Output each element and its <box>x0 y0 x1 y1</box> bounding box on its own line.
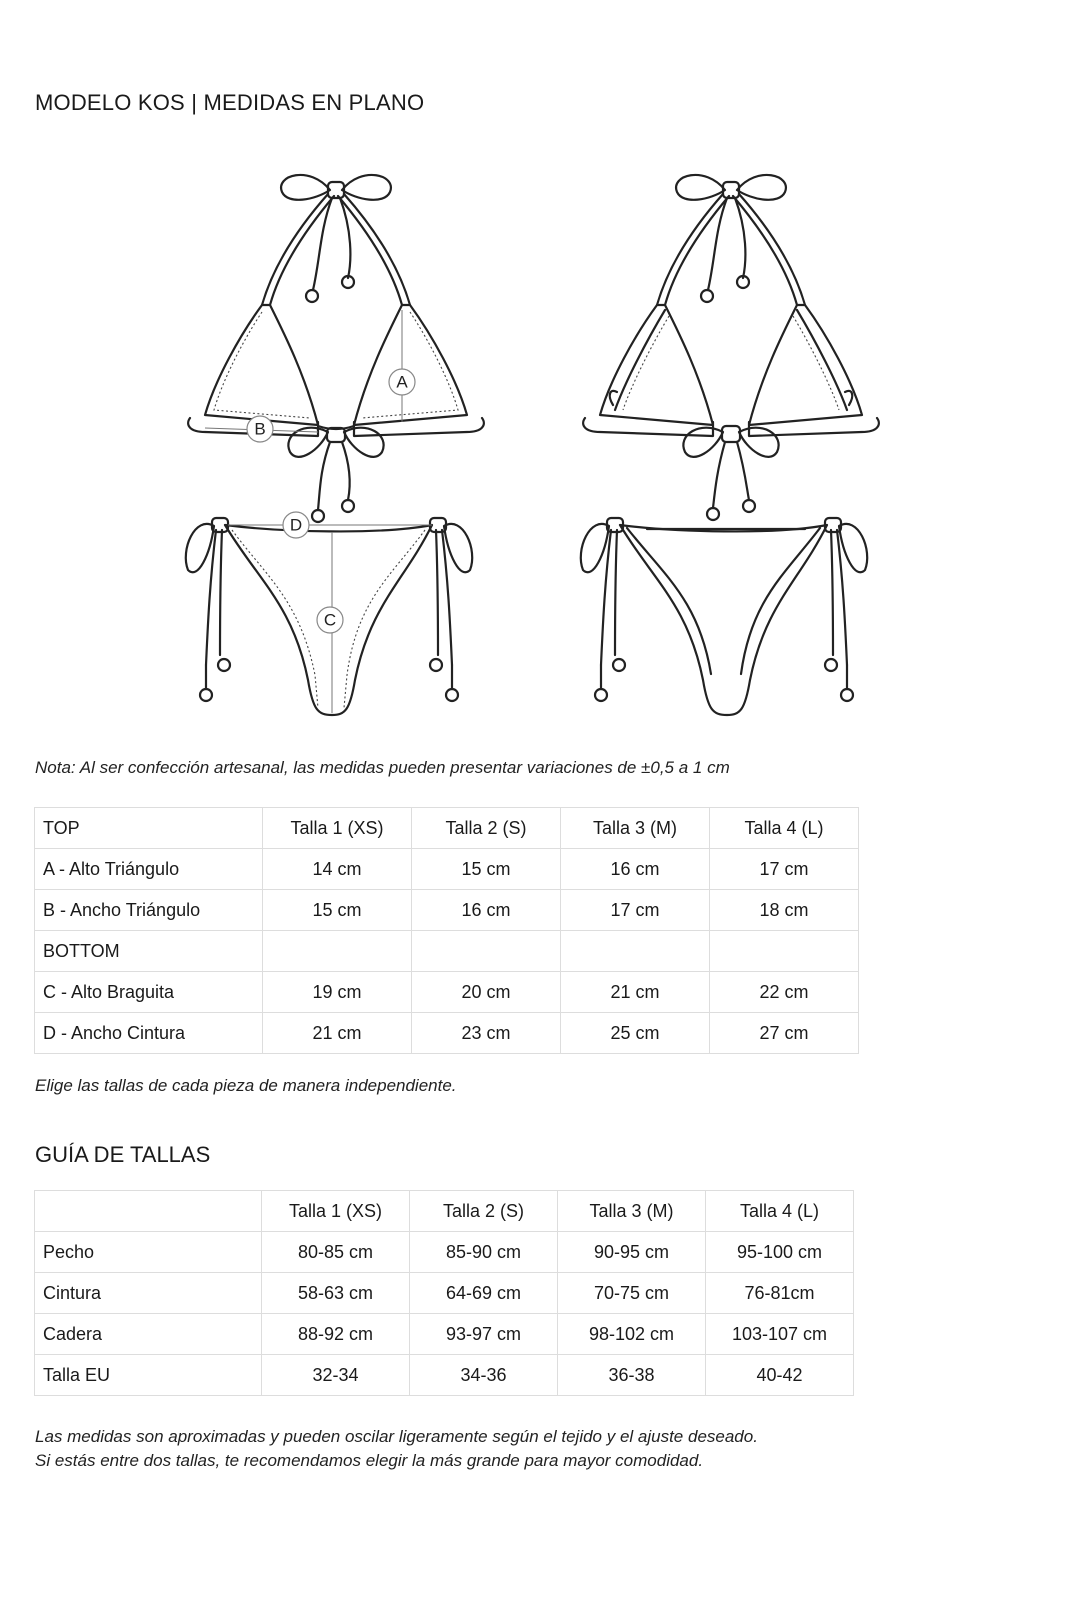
table-cell: 76-81cm <box>706 1273 854 1314</box>
size-advice-note: Si estás entre dos tallas, te recomendamos elegir la más grande para mayor comodidad. <box>35 1451 704 1470</box>
table-cell: 88-92 cm <box>262 1314 410 1355</box>
table-cell: 19 cm <box>263 972 412 1013</box>
table-row <box>35 890 859 931</box>
label-a: A <box>396 372 408 392</box>
table-header-cell: Talla 3 (M) <box>561 808 710 849</box>
table-header-cell: Talla 4 (L) <box>706 1191 854 1232</box>
table-cell: 16 cm <box>561 849 710 890</box>
table-cell: 36-38 <box>558 1355 706 1396</box>
measurements-table <box>34 807 859 1054</box>
page-title: MODELO KOS | MEDIDAS EN PLANO <box>35 90 425 115</box>
table-cell: Talla EU <box>35 1355 262 1396</box>
back-view <box>581 175 879 715</box>
table-cell <box>710 931 859 972</box>
label-a-badge <box>389 369 415 395</box>
label-c: C <box>323 610 337 630</box>
table-cell: 20 cm <box>412 972 561 1013</box>
table-row <box>35 972 859 1013</box>
table-cell: 58-63 cm <box>262 1273 410 1314</box>
artisan-note: Nota: Al ser confección artesanal, las medidas pueden presentar variaciones de ±0,5 a 1 cm <box>35 758 730 777</box>
table-cell: 14 cm <box>263 849 412 890</box>
table-header-cell: Talla 1 (XS) <box>262 1191 410 1232</box>
table-cell: 103-107 cm <box>706 1314 854 1355</box>
table-cell: Cadera <box>35 1314 262 1355</box>
table-cell: 32-34 <box>262 1355 410 1396</box>
table-cell: 64-69 cm <box>410 1273 558 1314</box>
label-d-badge <box>283 512 309 538</box>
table-header-row <box>35 808 859 849</box>
table-row <box>35 1355 854 1396</box>
table-cell: Pecho <box>35 1232 262 1273</box>
table-cell: 70-75 cm <box>558 1273 706 1314</box>
front-view <box>186 175 484 715</box>
size-guide-table <box>34 1190 854 1396</box>
label-c-badge <box>317 607 343 633</box>
table-header-cell: Talla 4 (L) <box>710 808 859 849</box>
table-cell: 15 cm <box>412 849 561 890</box>
table-cell: 95-100 cm <box>706 1232 854 1273</box>
label-b: B <box>254 419 266 439</box>
table-cell: 17 cm <box>561 890 710 931</box>
table-cell: A - Alto Triángulo <box>35 849 263 890</box>
independent-sizes-note: Elige las tallas de cada pieza de manera independiente. <box>35 1076 457 1095</box>
table-header-row <box>35 1191 854 1232</box>
table-cell: Cintura <box>35 1273 262 1314</box>
table-cell: 16 cm <box>412 890 561 931</box>
table-header-cell: Talla 2 (S) <box>410 1191 558 1232</box>
table-cell: 15 cm <box>263 890 412 931</box>
table-row <box>35 849 859 890</box>
table-cell: B - Ancho Triángulo <box>35 890 263 931</box>
table-header-cell: Talla 2 (S) <box>412 808 561 849</box>
approximate-note: Las medidas son aproximadas y pueden oscilar ligeramente según el tejido y el ajuste deseado. <box>35 1427 758 1446</box>
table-cell: 40-42 <box>706 1355 854 1396</box>
table-cell: BOTTOM <box>35 931 263 972</box>
table-cell: 21 cm <box>263 1013 412 1054</box>
table-cell: 85-90 cm <box>410 1232 558 1273</box>
table-cell: 98-102 cm <box>558 1314 706 1355</box>
label-d: D <box>289 515 303 535</box>
table-row <box>35 1314 854 1355</box>
table-cell: 17 cm <box>710 849 859 890</box>
table-cell: C - Alto Braguita <box>35 972 263 1013</box>
table-cell: 80-85 cm <box>262 1232 410 1273</box>
table-row <box>35 931 859 972</box>
table-cell: 90-95 cm <box>558 1232 706 1273</box>
table-header-cell <box>35 1191 262 1232</box>
table-cell: 22 cm <box>710 972 859 1013</box>
table-cell <box>263 931 412 972</box>
table-cell <box>412 931 561 972</box>
table-cell: 25 cm <box>561 1013 710 1054</box>
table-row <box>35 1273 854 1314</box>
size-guide-title: GUÍA DE TALLAS <box>35 1142 211 1167</box>
table-cell: 23 cm <box>412 1013 561 1054</box>
label-b-badge <box>247 416 273 442</box>
table-row <box>35 1013 859 1054</box>
table-cell <box>561 931 710 972</box>
table-header-cell: Talla 1 (XS) <box>263 808 412 849</box>
table-cell: 21 cm <box>561 972 710 1013</box>
bikini-technical-drawing <box>170 160 890 740</box>
table-header-cell: Talla 3 (M) <box>558 1191 706 1232</box>
table-cell: D - Ancho Cintura <box>35 1013 263 1054</box>
table-cell: 34-36 <box>410 1355 558 1396</box>
table-header-cell: TOP <box>35 808 263 849</box>
table-cell: 27 cm <box>710 1013 859 1054</box>
table-cell: 93-97 cm <box>410 1314 558 1355</box>
table-row <box>35 1232 854 1273</box>
table-cell: 18 cm <box>710 890 859 931</box>
